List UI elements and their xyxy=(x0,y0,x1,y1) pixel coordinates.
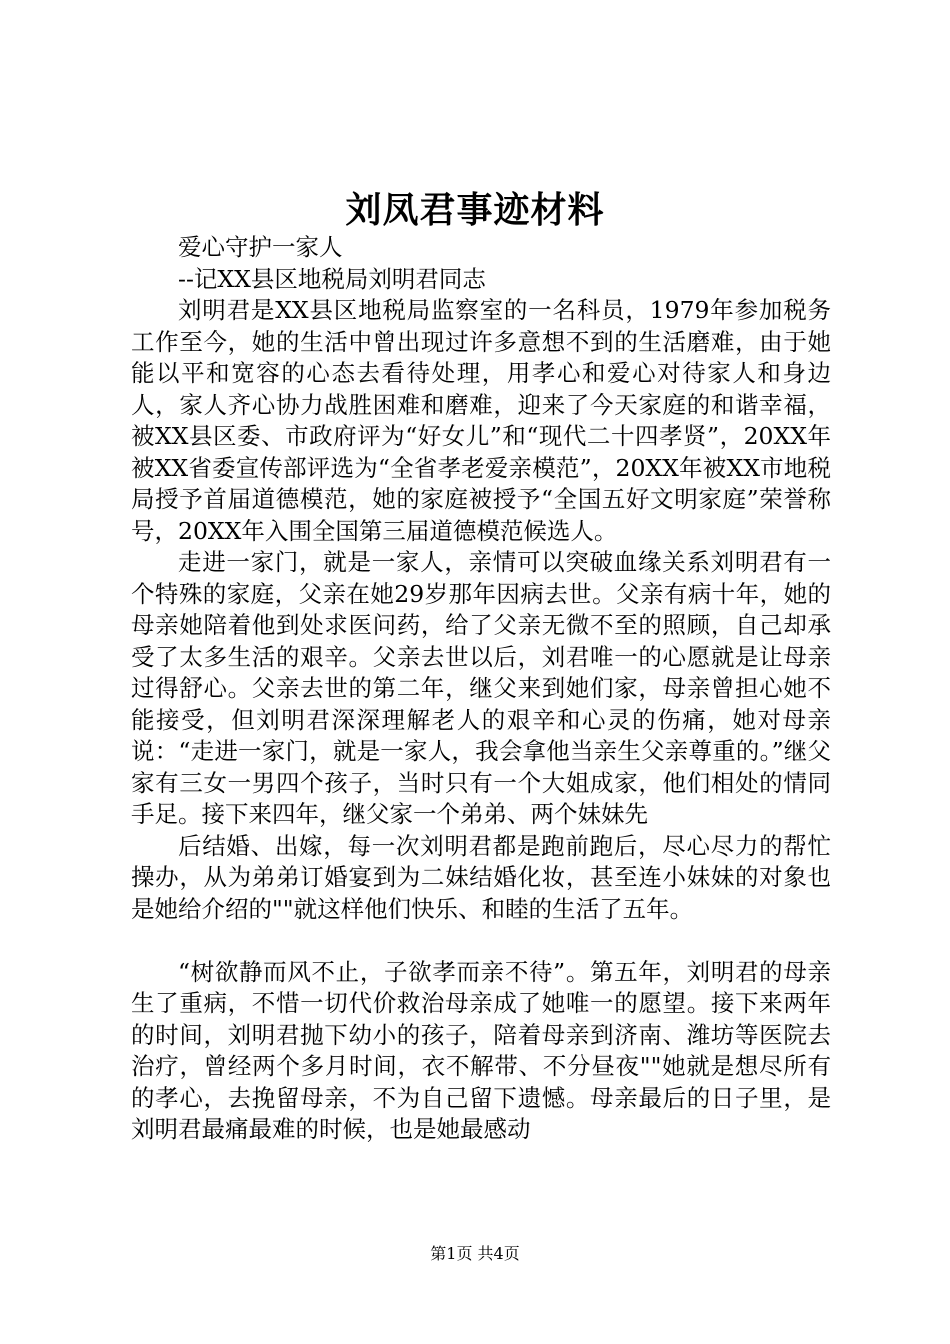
page-number-footer: 第1页 共4页 xyxy=(430,1244,520,1263)
body-paragraph: 后结婚、出嫁，每一次刘明君都是跑前跑后，尽心尽力的帮忙操办，从为弟弟订婚宴到为二妹结婚化妆，甚至连小妹妹的对象也是她给介绍的""就这样他们快乐、和睦的生活了五年。 xyxy=(131,831,831,923)
subtitle-line: 爱心守护一家人 xyxy=(178,233,343,261)
body-paragraph: 刘明君是XX县区地税局监察室的一名科员，1979年参加税务工作至今，她的生活中曾出现过许多意想不到的生活磨难，由于她能以平和宽容的心态去看待处理，用孝心和爱心对待家人和身边人，家人齐心协力战胜困难和磨难，迎来了今天家庭的和谐幸福，被XX县区委、市政府评为“好女儿”和“现代二十四孝贤”，20XX年被XX省委宣传部评选为“全省孝老爱亲模范”，20XX年被XX市地税局授予首届道德模范，她的家庭被授予“全国五好文明家庭”荣誉称号，20XX年入围全国第三届道德模范候选人。 xyxy=(131,296,831,545)
body-paragraph: 走进一家门，就是一家人，亲情可以突破血缘关系刘明君有一个特殊的家庭，父亲在她29岁那年因病去世。父亲有病十年，她的母亲她陪着他到处求医问药，给了父亲无微不至的照顾，自己却承受了太多生活的艰辛。父亲去世以后，刘君唯一的心愿就是让母亲过得舒心。父亲去世的第二年，继父来到她们家，母亲曾担心她不能接受，但刘明君深深理解老人的艰辛和心灵的伤痛，她对母亲说：“走进一家门，就是一家人，我会拿他当亲生父亲尊重的。”继父家有三女一男四个孩子，当时只有一个大姐成家，他们相处的情同手足。接下来四年，继父家一个弟弟、两个妹妹先 xyxy=(131,548,831,828)
document-body xyxy=(131,232,831,1146)
document-title: 刘凤君事迹材料 xyxy=(345,189,605,231)
body-paragraph: “树欲静而风不止，子欲孝而亲不待”。第五年，刘明君的母亲生了重病，不惜一切代价救治母亲成了她唯一的愿望。接下来两年的时间，刘明君抛下幼小的孩子，陪着母亲到济南、潍坊等医院去治疗，曾经两个多月时间，衣不解带、不分昼夜""她就是想尽所有的孝心，去挽留母亲，不为自己留下遗憾。母亲最后的日子里，是刘明君最痛最难的时候，也是她最感动 xyxy=(131,957,831,1143)
subtitle-dedication: --记XX县区地税局刘明君同志 xyxy=(178,264,486,293)
